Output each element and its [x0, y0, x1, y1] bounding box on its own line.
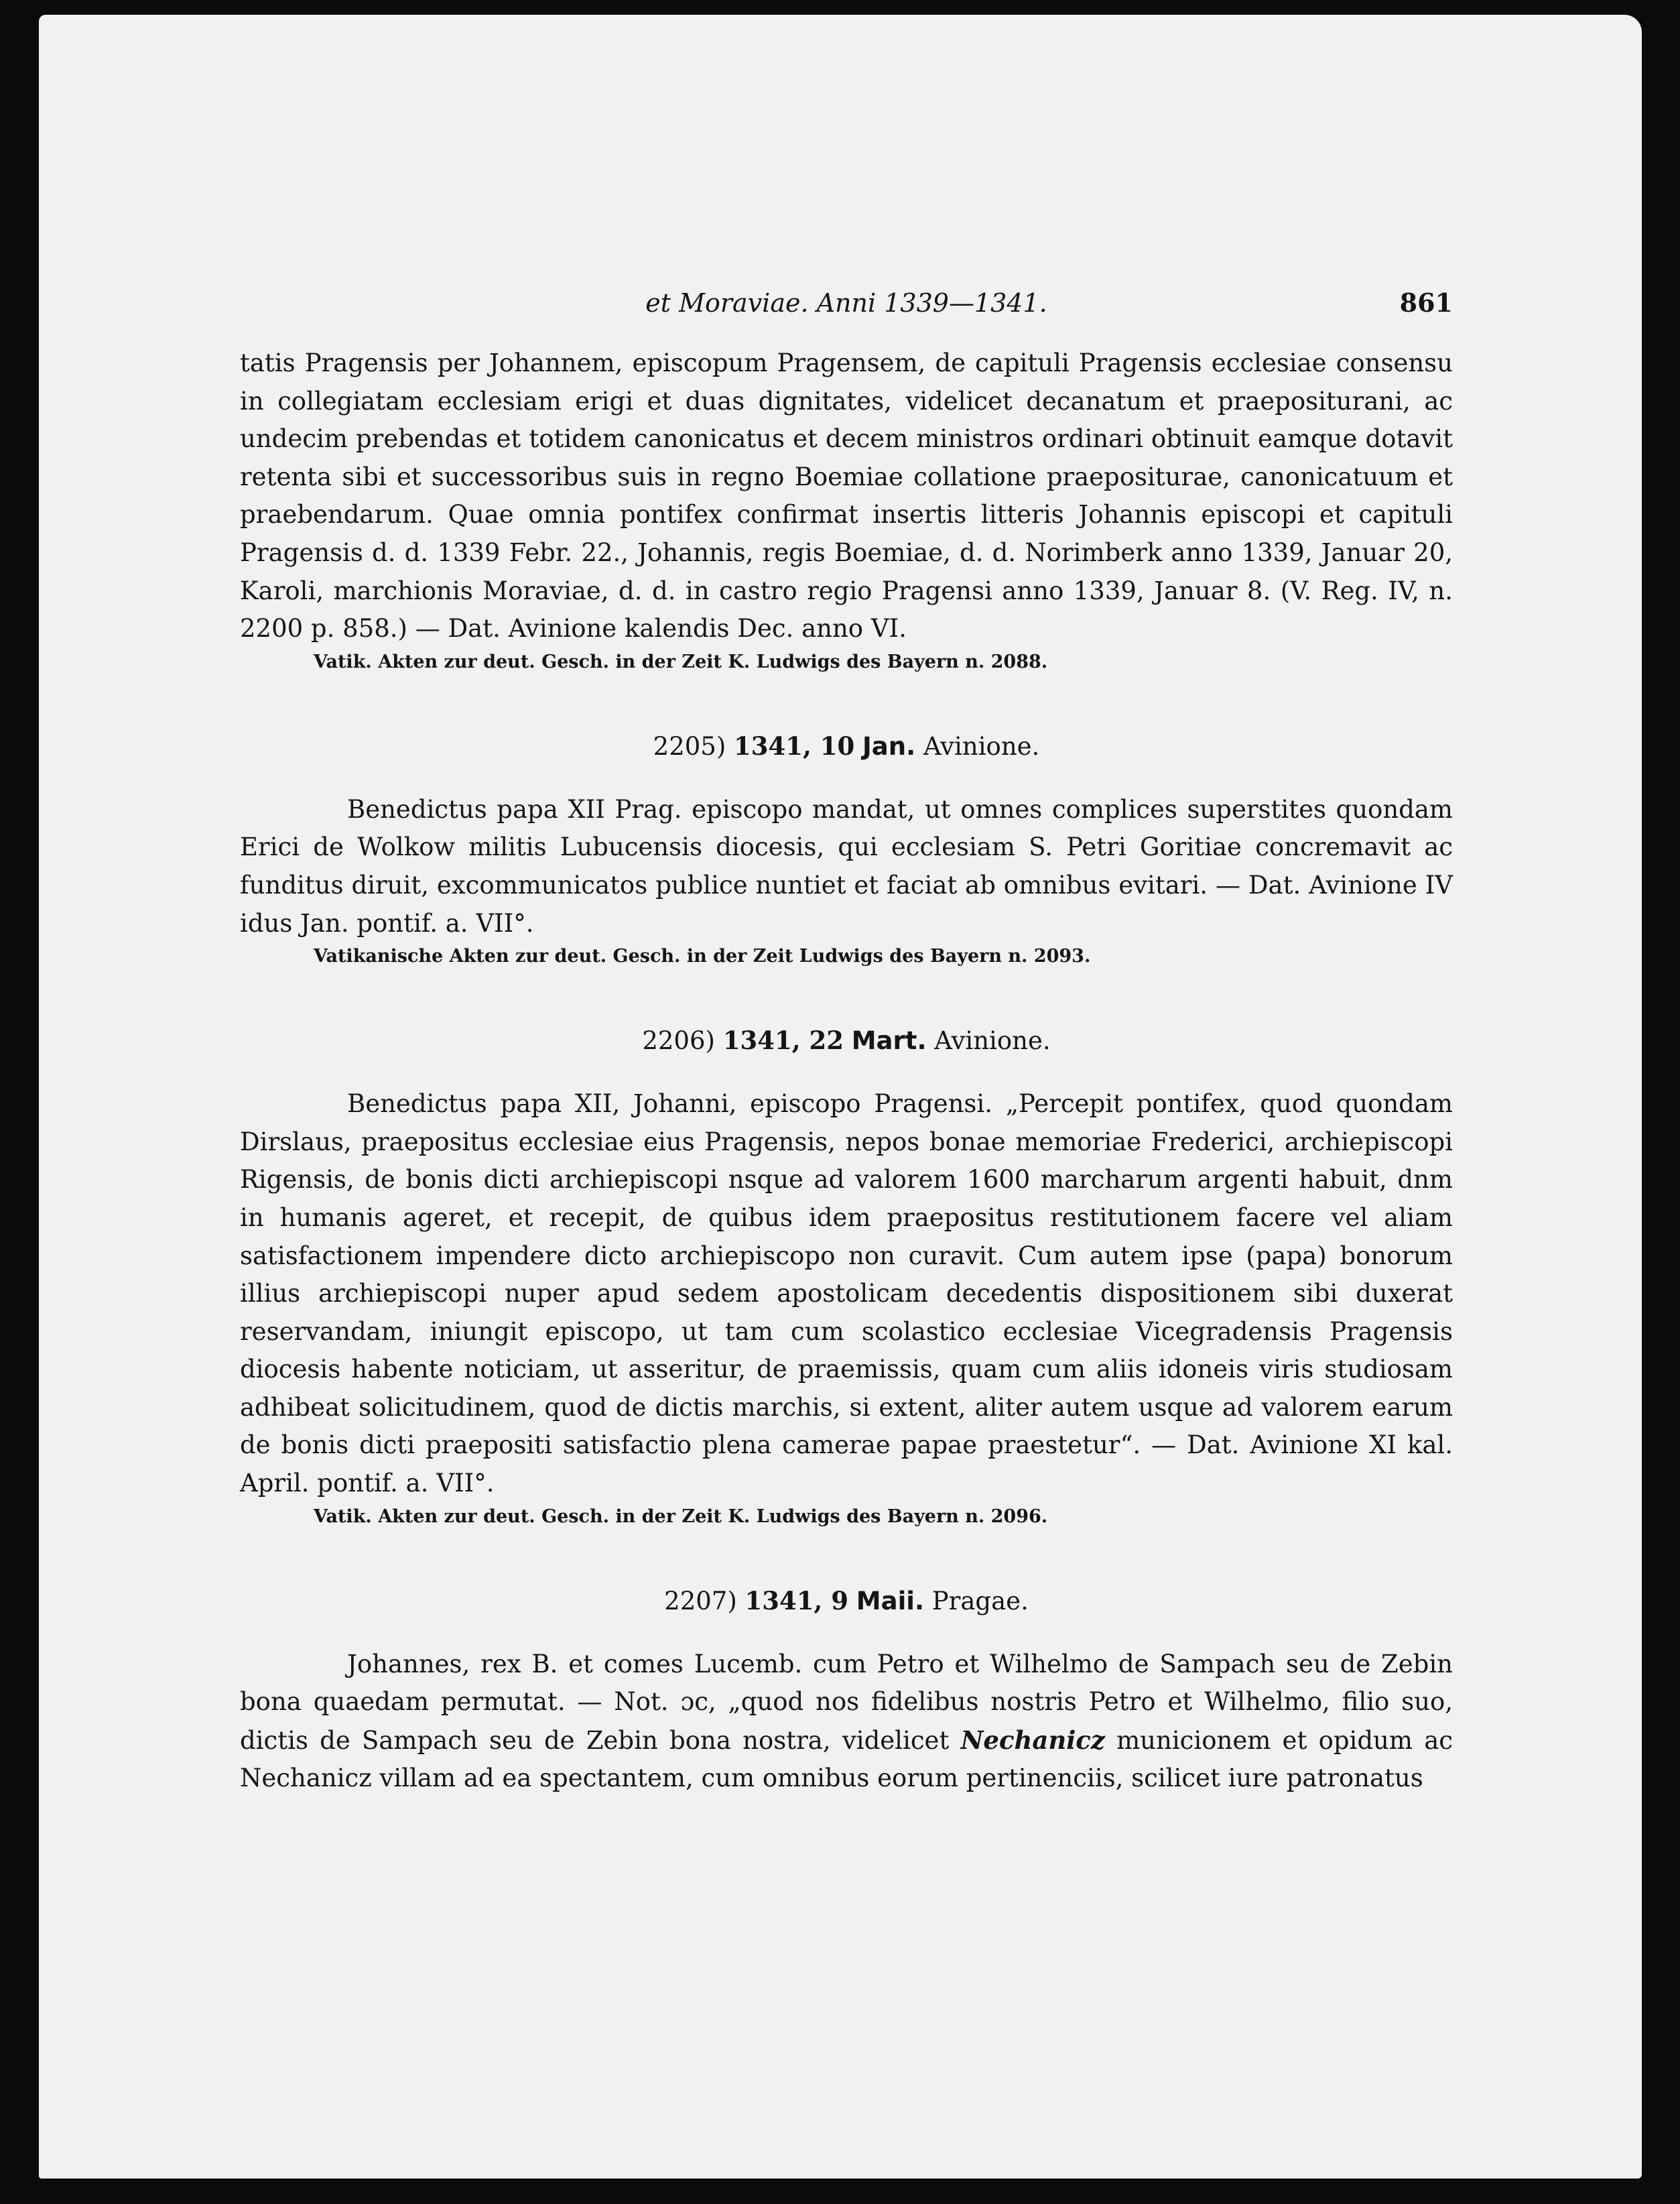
entry-number: 2206): [642, 1026, 715, 1056]
entry-source-2206: Vatik. Akten zur deut. Gesch. in der Zeit K. Ludwigs des Bayern n. 2096.: [314, 1506, 1048, 1527]
entry-text-2207-part2: municionem et opidum ac Nechanicz villam ad ea spectantem, cum omnibus eorum pertinenciis, scilicet iure patronatus: [240, 1725, 1453, 1793]
entry-date: 1341, 22: [722, 1026, 844, 1056]
entry-text-2207: [240, 1646, 1453, 1798]
entry-number: 2205): [653, 731, 726, 761]
entry-month: Mart.: [851, 1026, 927, 1056]
scan-border-right: [1642, 0, 1680, 2204]
entry-text-2206: Benedictus papa XII, Johanni, episcopo Pragensi. „Percepit pontifex, quod quondam Dirslaus, praepositus ecclesiae eius Pragensis, nepos bonae memoriae Frederici, archiepiscopi Rigensis, de bonis dicti archiepiscopi nsque ad valorem 1600 marcharum argenti habuit, dnm in humanis ageret, et recepit, de quibus idem praepositus restitutionem facere vel aliam satisfactionem impendere dicto archiepiscopo non curavit. Cum autem ipse (papa) bonorum illius archiepiscopi nuper apud sedem apostolicam decedentis dispositionem sibi duxerat reservandam, iniungit episcopo, ut tam cum scolastico ecclesiae Vicegradensis Pragensis diocesis habente noticiam, ut asseritur, de praemissis, quam cum aliis idoneis viris studiosam adhibeat solicitudinem, quod de dictis marchis, si extent, aliter autem usque ad valorem earum de bonis dicti praepositi satisfactio plena camerae papae praestetur“. — Dat. Avinione XI kal. April. pontif. a. VII°.: [240, 1089, 1453, 1498]
continuation-text: tatis Pragensis per Johannem, episcopum Pragensem, de capituli Pragensis ecclesiae consensu in collegiatam ecclesiam erigi et duas dignitates, videlicet decanatum et praepositurani, ac undecim prebendas et totidem canonicatus et decem ministros ordinari obtinuit eamque dotavit retenta sibi et successoribus suis in regno Boemiae collatione praepositurae, canonicatuum et praebendarum. Quae omnia pontifex confirmat insertis litteris Johannis episcopi et capituli Pragensis d. d. 1339 Febr. 22., Johannis, regis Boemiae, d. d. Norimberk anno 1339, Januar 20, Karoli, marchionis Moraviae, d. d. in castro regio Pragensi anno 1339, Januar 8. (V. Reg. IV, n. 2200 p. 858.) — Dat. Avinione kalendis Dec. anno VI.: [240, 349, 1453, 644]
entry-text-2207-part1: Johannes, rex B. et comes Lucemb. cum Petro et Wilhelmo de Sampach seu de Zebin bona quaedam permutat. — Not. ɔc, „quod nos fidelibus nostris Petro et Wilhelmo, filio suo, dictis de Sampach seu de Zebin bona nostra, videlicet: [240, 1649, 1453, 1755]
entry-heading-2206: [240, 1022, 1453, 1060]
entry-place: Avinione.: [934, 1026, 1051, 1056]
entry-date: 1341, 9: [745, 1585, 849, 1615]
scan-border-bottom: [0, 2179, 1680, 2204]
entry-source-2205: Vatikanische Akten zur deut. Gesch. in der Zeit Ludwigs des Bayern n. 2093.: [314, 946, 1091, 967]
page-content: [240, 345, 1453, 1798]
entry-number: 2207): [664, 1586, 737, 1615]
page-number: 861: [1399, 288, 1453, 318]
page-header: [240, 283, 1453, 323]
continuation-source: Vatik. Akten zur deut. Gesch. in der Zeit K. Ludwigs des Bayern n. 2088.: [314, 651, 1048, 672]
entry-place: Avinione.: [923, 731, 1040, 761]
entry-text-2205: Benedictus papa XII Prag. episcopo mandat, ut omnes complices superstites quondam Erici de Wolkow militis Lubucensis diocesis, qui ecclesiam S. Petri Goritiae concremavit ac funditus diruit, excommunicatos publice nuntiet et faciat ab omnibus evitari. — Dat. Avinione IV idus Jan. pontif. a. VII°.: [240, 794, 1453, 938]
entry-heading-2207: [240, 1582, 1453, 1620]
entry-place: Pragae.: [931, 1586, 1029, 1615]
entry-text-2207-italic: Nechanicz: [960, 1725, 1105, 1755]
entry-month: Jan.: [862, 731, 916, 761]
entry-date: 1341, 10: [734, 731, 855, 761]
running-head: et Moraviae. Anni 1339—1341.: [645, 288, 1047, 318]
entry-heading-2205: [240, 727, 1453, 766]
book-page: [39, 15, 1642, 2179]
scan-border-left: [0, 0, 39, 2204]
entry-month: Maii.: [856, 1586, 925, 1615]
